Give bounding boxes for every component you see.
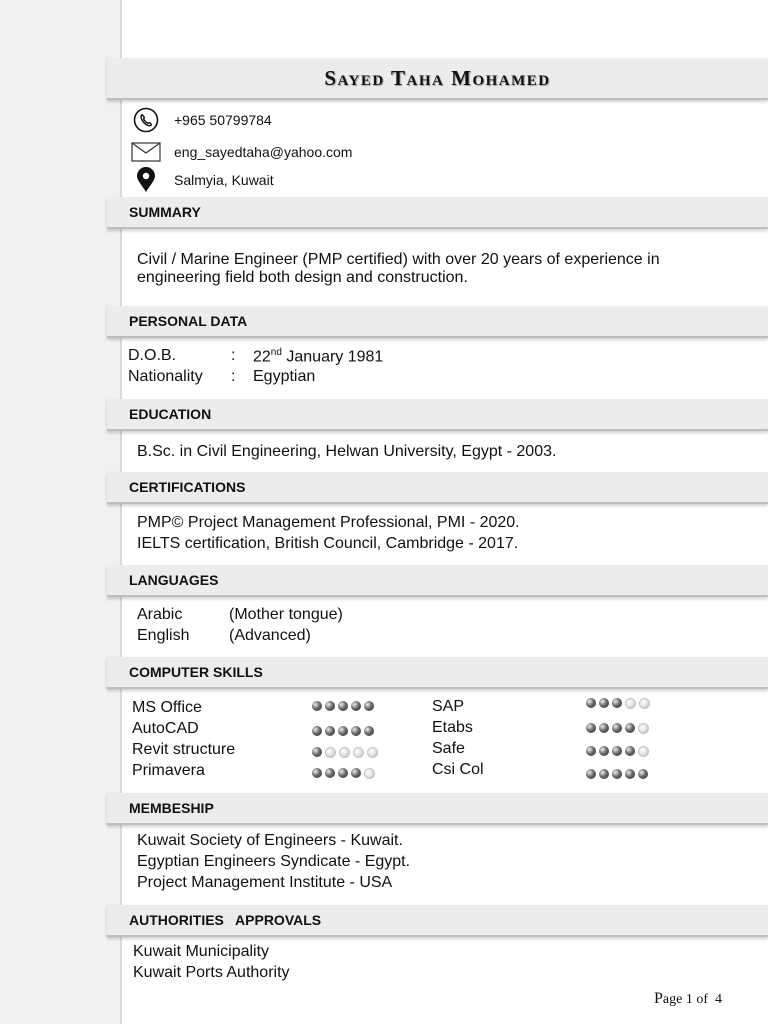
section-membership <box>107 793 768 825</box>
rating-dot-filled <box>338 726 348 736</box>
skill-rating <box>586 769 648 779</box>
left-sidebar-strip <box>0 0 122 1024</box>
page-p: P <box>654 990 663 1007</box>
skill-name: Csi Col <box>432 761 484 778</box>
rating-dot-filled <box>625 769 635 779</box>
dob-suffix: nd <box>270 347 282 358</box>
section-title: COMPUTER SKILLS <box>129 664 263 680</box>
section-personal-data <box>107 306 768 338</box>
rating-dot-filled <box>364 701 374 711</box>
page-text: age 1 of <box>662 992 708 1007</box>
section-languages <box>107 565 768 597</box>
rating-dot-filled <box>338 701 348 711</box>
language-level: (Mother tongue) <box>229 606 343 623</box>
rating-dot-filled <box>351 726 361 736</box>
contact-phone <box>130 108 530 132</box>
rating-dot-filled <box>338 768 348 778</box>
phone-icon <box>130 108 162 132</box>
certification-item: PMP© Project Management Professional, PMI - 2020. <box>137 514 520 531</box>
authority-item: Kuwait Municipality <box>133 943 270 960</box>
envelope-icon <box>130 140 162 164</box>
separator: : <box>231 368 236 385</box>
section-title: CERTIFICATIONS <box>129 479 246 495</box>
section-title: SUMMARY <box>129 204 201 220</box>
rating-dot-filled <box>612 723 622 733</box>
dob-day: 22 <box>253 348 271 366</box>
skill-rating <box>312 768 375 779</box>
skill-name: Safe <box>432 740 465 757</box>
email-address[interactable]: eng_sayedtaha@yahoo.com <box>174 144 353 160</box>
nationality-value: Egyptian <box>253 368 316 385</box>
rating-dot-filled <box>325 768 335 778</box>
page-number <box>654 990 722 1008</box>
section-title: PERSONAL DATA <box>129 313 248 329</box>
skill-name: SAP <box>432 698 465 715</box>
rating-dot-filled <box>612 769 622 779</box>
name-header <box>107 58 768 100</box>
skill-name: MS Office <box>132 699 202 716</box>
rating-dot-filled <box>351 768 361 778</box>
candidate-name: Sayed Taha Mohamed <box>324 66 551 90</box>
contact-location <box>130 168 530 192</box>
skill-rating <box>586 746 649 757</box>
map-pin-icon <box>130 168 162 192</box>
rating-dot-empty <box>638 723 649 734</box>
dob-value <box>253 347 383 366</box>
section-title: LANGUAGES <box>129 572 219 588</box>
section-summary <box>107 197 768 229</box>
skill-rating <box>586 698 650 709</box>
section-certifications <box>107 472 768 504</box>
rating-dot-empty <box>364 768 375 779</box>
authority-item: Kuwait Ports Authority <box>133 964 290 981</box>
skill-name: AutoCAD <box>132 720 199 737</box>
language-level: (Advanced) <box>229 627 311 644</box>
rating-dot-filled <box>351 701 361 711</box>
rating-dot-filled <box>312 726 322 736</box>
rating-dot-filled <box>599 769 609 779</box>
section-title: MEMBESHIP <box>129 800 214 816</box>
rating-dot-filled <box>586 723 596 733</box>
skill-rating <box>312 726 374 736</box>
section-education <box>107 399 768 431</box>
membership-item: Kuwait Society of Engineers - Kuwait. <box>137 832 403 849</box>
rating-dot-empty <box>625 698 636 709</box>
rating-dot-filled <box>364 726 374 736</box>
section-title: AUTHORITIES APPROVALS <box>129 912 322 928</box>
language-name: Arabic <box>137 606 183 623</box>
rating-dot-filled <box>312 768 322 778</box>
skill-name: Revit structure <box>132 741 236 758</box>
rating-dot-filled <box>312 701 322 711</box>
summary-line: engineering field both design and construction. <box>137 269 468 286</box>
rating-dot-filled <box>612 698 622 708</box>
phone-number[interactable]: +965 50799784 <box>174 112 272 128</box>
section-computer-skills <box>107 657 768 689</box>
separator: : <box>231 347 236 364</box>
rating-dot-filled <box>612 746 622 756</box>
rating-dot-filled <box>638 769 648 779</box>
rating-dot-empty <box>638 746 649 757</box>
certification-item: IELTS certification, British Council, Cambridge - 2017. <box>137 535 519 552</box>
membership-item: Project Management Institute - USA <box>137 874 393 891</box>
rating-dot-empty <box>639 698 650 709</box>
location: Salmyia, Kuwait <box>174 172 274 188</box>
nationality-label: Nationality <box>128 368 203 385</box>
rating-dot-filled <box>586 698 596 708</box>
rating-dot-empty <box>367 747 378 758</box>
skill-rating <box>312 701 374 711</box>
skill-name: Etabs <box>432 719 473 736</box>
rating-dot-filled <box>586 769 596 779</box>
language-name: English <box>137 627 190 644</box>
dob-label: D.O.B. <box>128 347 177 364</box>
education-item: B.Sc. in Civil Engineering, Helwan University, Egypt - 2003. <box>137 443 557 460</box>
summary-line: Civil / Marine Engineer (PMP certified) with over 20 years of experience in <box>137 251 660 268</box>
rating-dot-filled <box>599 746 609 756</box>
rating-dot-filled <box>312 747 322 757</box>
section-title: EDUCATION <box>129 406 212 422</box>
rating-dot-filled <box>625 746 635 756</box>
rating-dot-empty <box>353 747 364 758</box>
rating-dot-filled <box>325 726 335 736</box>
page-total: 4 <box>715 992 722 1007</box>
rating-dot-filled <box>625 723 635 733</box>
rating-dot-empty <box>325 747 336 758</box>
membership-item: Egyptian Engineers Syndicate - Egypt. <box>137 853 411 870</box>
dob-rest: January 1981 <box>281 348 384 366</box>
contact-email <box>130 140 530 164</box>
section-authorities-approvals <box>107 905 768 937</box>
rating-dot-filled <box>325 701 335 711</box>
rating-dot-filled <box>599 723 609 733</box>
rating-dot-empty <box>339 747 350 758</box>
rating-dot-filled <box>599 698 609 708</box>
rating-dot-filled <box>586 746 596 756</box>
skill-rating <box>312 747 378 758</box>
skill-name: Primavera <box>132 762 205 779</box>
skill-rating <box>586 723 649 734</box>
